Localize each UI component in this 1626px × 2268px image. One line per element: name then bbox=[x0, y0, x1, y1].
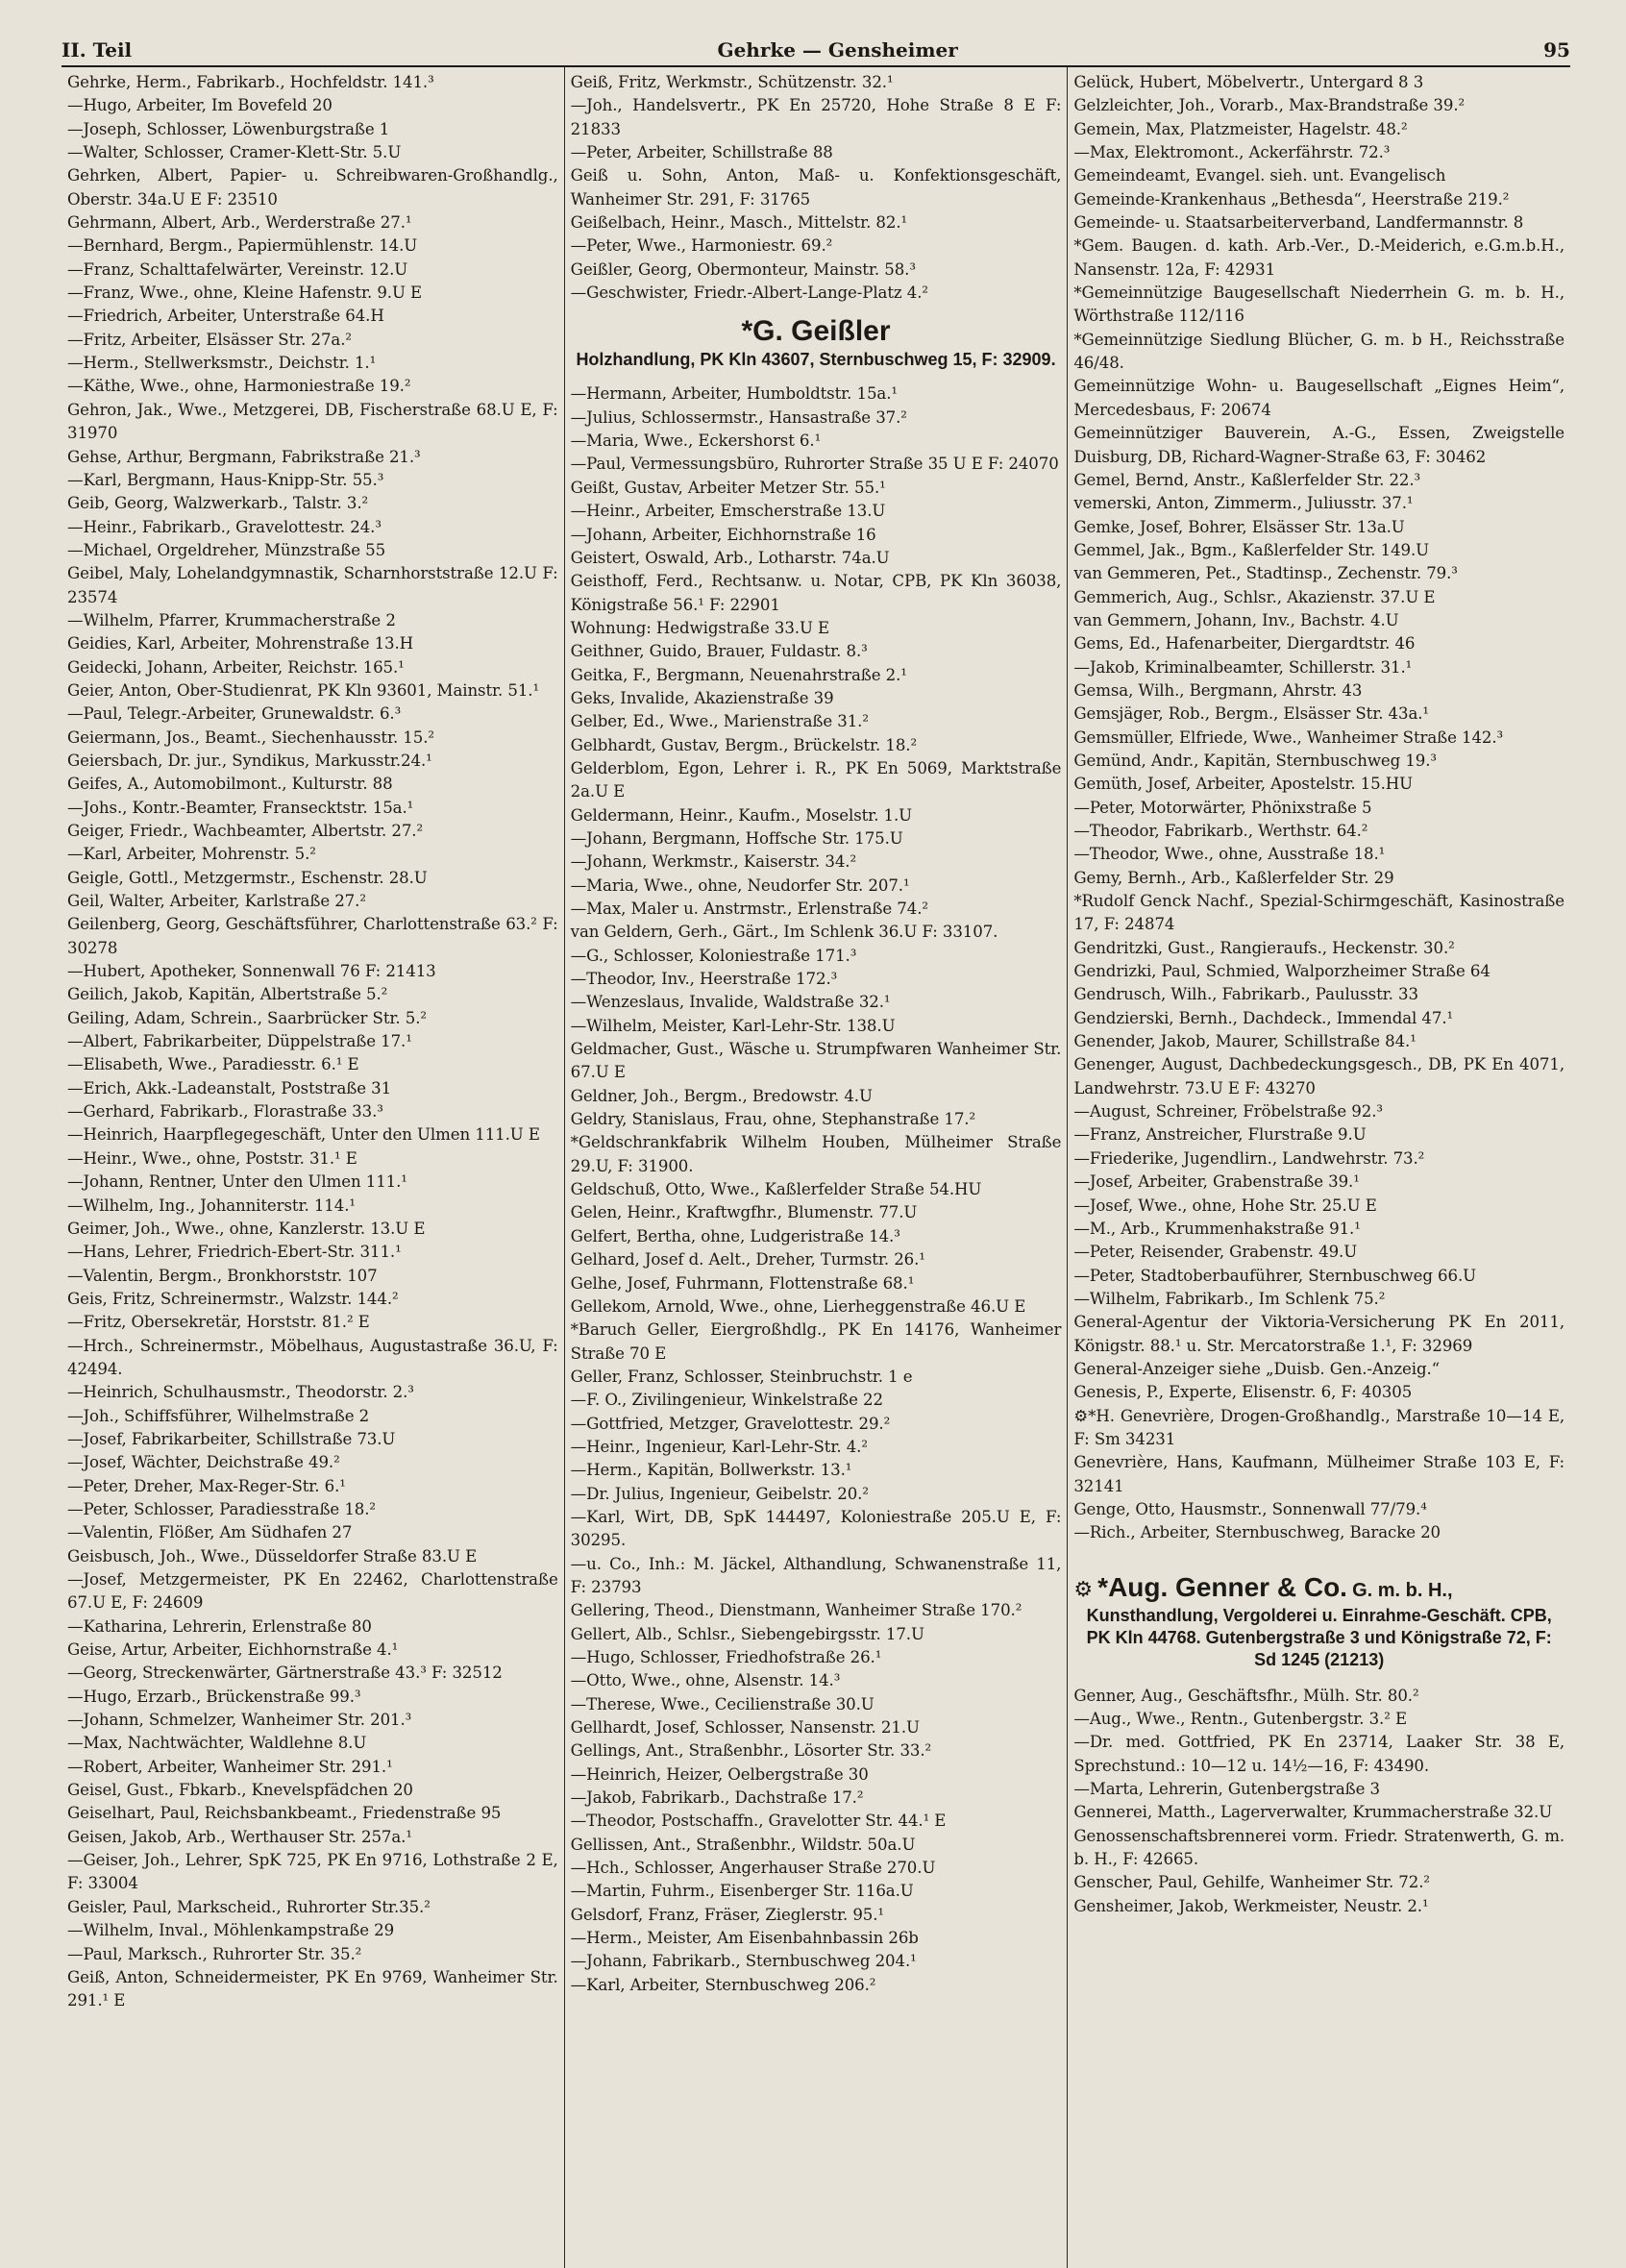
directory-entry: Gehse, Arthur, Bergmann, Fabrikstraße 21.³ bbox=[67, 447, 421, 466]
directory-entry: —Johann, Rentner, Unter den Ulmen 111.¹ bbox=[67, 1172, 407, 1192]
directory-entry: Gehron, Jak., Wwe., Metzgerei, DB, Fischerstraße 68.U E, F: 31970 bbox=[67, 400, 558, 443]
directory-entry: *Baruch Geller, Eiergroßhdlg., PK En 14176, Wanheimer Straße 70 E bbox=[570, 1320, 1062, 1363]
directory-entry: Gemsa, Wilh., Bergmann, Ahrstr. 43 bbox=[1073, 680, 1363, 700]
ad-company-suffix: G. m. b. H., bbox=[1352, 1579, 1453, 1601]
directory-entry: —Geiser, Joh., Lehrer, SpK 725, PK En 9716, Lothstraße 2 E, F: 33004 bbox=[67, 1851, 558, 1893]
directory-entry: —Franz, Anstreicher, Flurstraße 9.U bbox=[1073, 1125, 1367, 1145]
advertisement-genner bbox=[1073, 1570, 1564, 1671]
directory-entry: Gemy, Bernh., Arb., Kaßlerfelder Str. 29 bbox=[1073, 868, 1394, 887]
directory-entry: Gemeinnütziger Bauverein, A.-G., Essen, Zweigstelle Duisburg, DB, Richard-Wagner-Straße 63, F: 30462 bbox=[1073, 424, 1565, 466]
directory-entry: —Otto, Wwe., ohne, Alsenstr. 14.³ bbox=[570, 1671, 841, 1690]
directory-entry: —Dr. Julius, Ingenieur, Geibelstr. 20.² bbox=[570, 1484, 869, 1503]
directory-entry: Genesis, P., Experte, Elisenstr. 6, F: 40305 bbox=[1073, 1383, 1413, 1402]
directory-entry: —Gerhard, Fabrikarb., Florastraße 33.³ bbox=[67, 1102, 383, 1122]
directory-entry: Geißt, Gustav, Arbeiter Metzer Str. 55.¹ bbox=[570, 478, 886, 497]
directory-entry: —Käthe, Wwe., ohne, Harmoniestraße 19.² bbox=[67, 377, 411, 396]
directory-entry: Geimer, Joh., Wwe., ohne, Kanzlerstr. 13.U E bbox=[67, 1219, 426, 1238]
directory-entry: Geißelbach, Heinr., Masch., Mittelstr. 82.¹ bbox=[570, 213, 908, 233]
directory-entry: Gellhardt, Josef, Schlosser, Nansenstr. 21.U bbox=[570, 1718, 920, 1738]
directory-entry: —Paul, Telegr.-Arbeiter, Grunewaldstr. 6.³ bbox=[67, 704, 402, 724]
directory-entry: Geibel, Maly, Lohelandgymnastik, Scharnhorststraße 12.U F: 23574 bbox=[67, 564, 558, 606]
directory-entry: Gendrusch, Wilh., Fabrikarb., Paulusstr. 33 bbox=[1073, 985, 1418, 1004]
directory-entry: *Geldschrankfabrik Wilhelm Houben, Mülheimer Straße 29.U, F: 31900. bbox=[570, 1133, 1062, 1175]
directory-entry: Gensheimer, Jakob, Werkmeister, Neustr. 2.¹ bbox=[1073, 1896, 1429, 1915]
directory-entry: Geiersbach, Dr. jur., Syndikus, Markusstr.24.¹ bbox=[67, 751, 432, 770]
directory-entry: Geil, Walter, Arbeiter, Karlstraße 27.² bbox=[67, 892, 366, 911]
directory-entry: Geiß, Fritz, Werkmstr., Schützenstr. 32.¹ bbox=[570, 73, 894, 91]
directory-entry: Geisler, Paul, Markscheid., Ruhrorter Str.35.² bbox=[67, 1897, 431, 1916]
directory-entry: Geifes, A., Automobilmont., Kulturstr. 88 bbox=[67, 775, 393, 794]
directory-entry: —Heinr., Wwe., ohne, Poststr. 31.¹ E bbox=[67, 1148, 357, 1168]
directory-entry: —Wilhelm, Ing., Johanniterstr. 114.¹ bbox=[67, 1196, 356, 1215]
directory-entry: Geistert, Oswald, Arb., Lotharstr. 74a.U bbox=[570, 548, 890, 567]
directory-entry: Gellekom, Arnold, Wwe., ohne, Lierheggenstraße 46.U E bbox=[570, 1296, 1026, 1316]
directory-entry: Gehrmann, Albert, Arb., Werderstraße 27.¹ bbox=[67, 213, 412, 233]
directory-entry: —Joh., Schiffsführer, Wilhelmstraße 2 bbox=[67, 1406, 370, 1425]
directory-entry: —Theodor, Fabrikarb., Werthstr. 64.² bbox=[1073, 822, 1368, 840]
directory-entry: —Karl, Arbeiter, Sternbuschweg 206.² bbox=[570, 1975, 876, 1994]
column-3 bbox=[1067, 67, 1570, 2268]
column-2 bbox=[564, 67, 1068, 2268]
directory-entry: —Rich., Arbeiter, Sternbuschweg, Baracke 20 bbox=[1073, 1523, 1441, 1542]
ad-company-name: *G. Geißler bbox=[741, 315, 891, 348]
directory-entry: *Gemeinnützige Siedlung Blücher, G. m. b H., Reichsstraße 46/48. bbox=[1073, 330, 1565, 373]
directory-entry: van Gemmern, Johann, Inv., Bachstr. 4.U bbox=[1073, 610, 1399, 629]
directory-entry: Geis, Fritz, Schreinermstr., Walzstr. 144.² bbox=[67, 1289, 399, 1308]
directory-entry: —August, Schreiner, Fröbelstraße 92.³ bbox=[1073, 1102, 1383, 1122]
directory-entry: Gemke, Josef, Bohrer, Elsässer Str. 13a.U bbox=[1073, 517, 1405, 536]
column-3-top-entries bbox=[1073, 71, 1564, 1545]
directory-entry: —Jakob, Fabrikarb., Dachstraße 17.² bbox=[570, 1788, 864, 1808]
directory-entry: Gelbhardt, Gustav, Bergm., Brückelstr. 18.² bbox=[570, 735, 918, 754]
directory-entry: Gelber, Ed., Wwe., Marienstraße 31.² bbox=[570, 712, 869, 731]
ad-company-details: Holzhandlung, PK Kln 43607, Sternbuschweg 15, F: 32909. bbox=[576, 350, 1056, 370]
directory-entry: —Johs., Kontr.-Beamter, Fransecktstr. 15a.¹ bbox=[67, 798, 414, 817]
directory-entry: —Aug., Wwe., Rentn., Gutenbergstr. 3.² E bbox=[1073, 1710, 1407, 1728]
directory-entry: Geithner, Guido, Brauer, Fuldastr. 8.³ bbox=[570, 642, 868, 661]
directory-entry: —Hubert, Apotheker, Sonnenwall 76 F: 21413 bbox=[67, 962, 436, 981]
directory-entry: Gellissen, Ant., Straßenbhr., Wildstr. 50a.U bbox=[570, 1835, 916, 1854]
directory-entry: Genscher, Paul, Gehilfe, Wanheimer Str. 72.² bbox=[1073, 1873, 1430, 1892]
directory-entry: —Friederike, Jugendlirn., Landwehrstr. 73.² bbox=[1073, 1148, 1425, 1168]
directory-entry: Geldner, Joh., Bergm., Bredowstr. 4.U bbox=[570, 1086, 873, 1105]
directory-entry: Gendrizki, Paul, Schmied, Walporzheimer Straße 64 bbox=[1073, 962, 1490, 981]
directory-entry: —F. O., Zivilingenieur, Winkelstraße 22 bbox=[570, 1391, 883, 1410]
directory-entry: Geise, Artur, Arbeiter, Eichhornstraße 4.¹ bbox=[67, 1640, 399, 1660]
directory-entry: General-Anzeiger siehe „Duisb. Gen.-Anzeig.“ bbox=[1073, 1359, 1441, 1378]
directory-entry: Geiß, Anton, Schneidermeister, PK En 9769, Wanheimer Str. 291.¹ E bbox=[67, 1967, 558, 2010]
directory-entry: Geidies, Karl, Arbeiter, Mohrenstraße 13.H bbox=[67, 634, 414, 653]
column-2-bottom-entries bbox=[571, 382, 1062, 1997]
directory-entry: —Gottfried, Metzger, Gravelottestr. 29.² bbox=[570, 1414, 891, 1433]
directory-entry: —Heinr., Arbeiter, Emscherstraße 13.U bbox=[570, 502, 886, 521]
directory-entry: Gelhe, Josef, Fuhrmann, Flottenstraße 68.¹ bbox=[570, 1273, 915, 1293]
directory-entry: —Heinrich, Haarpflegegeschäft, Unter den Ulmen 111.U E bbox=[67, 1125, 540, 1145]
directory-entry: —Georg, Streckenwärter, Gärtnerstraße 43.³ F: 32512 bbox=[67, 1664, 503, 1683]
directory-entry: Geiling, Adam, Schrein., Saarbrücker Str. 5.² bbox=[67, 1008, 427, 1027]
directory-entry: Gemeinde- u. Staatsarbeiterverband, Landfermannstr. 8 bbox=[1073, 213, 1524, 233]
column-2-top-entries bbox=[571, 71, 1062, 305]
directory-entry: —Karl, Wirt, DB, SpK 144497, Koloniestraße 205.U E, F: 30295. bbox=[570, 1507, 1062, 1550]
directory-entry: —Johann, Schmelzer, Wanheimer Str. 201.³ bbox=[67, 1711, 412, 1730]
directory-entry: —Josef, Wächter, Deichstraße 49.² bbox=[67, 1453, 340, 1472]
directory-entry: —Peter, Arbeiter, Schillstraße 88 bbox=[570, 143, 833, 162]
directory-entry: —Max, Nachtwächter, Waldlehne 8.U bbox=[67, 1734, 367, 1753]
directory-entry: —Josef, Fabrikarbeiter, Schillstraße 73.U bbox=[67, 1429, 396, 1448]
directory-entry: *Gemeinnützige Baugesellschaft Niederrhein G. m. b. H., Wörthstraße 112/116 bbox=[1073, 284, 1565, 326]
directory-entry: Gemsjäger, Rob., Bergm., Elsässer Str. 43a.¹ bbox=[1073, 704, 1429, 724]
directory-entry: —Elisabeth, Wwe., Paradiesstr. 6.¹ E bbox=[67, 1055, 359, 1074]
directory-entry: —Geschwister, Friedr.-Albert-Lange-Platz 4.² bbox=[570, 284, 928, 303]
directory-entry: Geldry, Stanislaus, Frau, ohne, Stephanstraße 17.² bbox=[570, 1110, 976, 1129]
directory-entry: —Johann, Bergmann, Hoffsche Str. 175.U bbox=[570, 828, 903, 848]
directory-entry: —Joh., Handelsvertr., PK En 25720, Hohe Straße 8 E F: 21833 bbox=[570, 96, 1062, 138]
advertisement-geissler bbox=[571, 314, 1062, 371]
directory-entry: Gemüth, Josef, Arbeiter, Apostelstr. 15.HU bbox=[1073, 775, 1414, 794]
directory-entry: —Theodor, Inv., Heerstraße 172.³ bbox=[570, 970, 838, 989]
directory-entry: —Josef, Metzgermeister, PK En 22462, Charlottenstraße 67.U E, F: 24609 bbox=[67, 1570, 558, 1613]
directory-entry: Gellert, Alb., Schlsr., Siebengebirgsstr. 17.U bbox=[570, 1624, 924, 1643]
directory-entry: —Peter, Stadtoberbauführer, Sternbuschweg 66.U bbox=[1073, 1266, 1477, 1285]
directory-entry: —G., Schlosser, Koloniestraße 171.³ bbox=[570, 946, 857, 965]
gear-logo-icon: ⚙ bbox=[1073, 1577, 1094, 1602]
directory-entry: —Martin, Fuhrm., Eisenberger Str. 116a.U bbox=[570, 1882, 914, 1901]
directory-entry: Geldmacher, Gust., Wäsche u. Strumpfwaren Wanheimer Str. 67.U E bbox=[570, 1040, 1062, 1082]
directory-entry: Gemein, Max, Platzmeister, Hagelstr. 48.² bbox=[1073, 119, 1408, 138]
directory-entry: —Johann, Fabrikarb., Sternbuschweg 204.¹ bbox=[570, 1952, 917, 1971]
directory-entry: —Wilhelm, Inval., Möhlenkampstraße 29 bbox=[67, 1921, 395, 1940]
page-header bbox=[62, 38, 1570, 63]
directory-entry: —Peter, Schlosser, Paradiesstraße 18.² bbox=[67, 1499, 376, 1518]
ad-company-details: Kunsthandlung, Vergolderei u. Einrahme-Geschäft. CPB, PK Kln 44768. Gutenbergstraße 3 und Königstraße 72, F: Sd 1245 (21213) bbox=[1086, 1605, 1552, 1669]
directory-entry: Geißler, Georg, Obermonteur, Mainstr. 58.³ bbox=[570, 259, 916, 279]
directory-entry: —Hans, Lehrer, Friedrich-Ebert-Str. 311.¹ bbox=[67, 1243, 402, 1262]
directory-entry: Gems, Ed., Hafenarbeiter, Diergardtstr. 46 bbox=[1073, 634, 1416, 653]
directory-entry: —Peter, Wwe., Harmoniestr. 69.² bbox=[570, 236, 833, 256]
directory-entry: Geller, Franz, Schlosser, Steinbruchstr. 1 e bbox=[570, 1367, 913, 1386]
directory-entry: Wohnung: Hedwigstraße 33.U E bbox=[570, 618, 830, 637]
directory-entry: Geilich, Jakob, Kapitän, Albertstraße 5.² bbox=[67, 985, 388, 1004]
directory-entry: —Franz, Wwe., ohne, Kleine Hafenstr. 9.U E bbox=[67, 284, 423, 303]
column-3-bottom-entries bbox=[1073, 1685, 1564, 1918]
directory-entry: Geigle, Gottl., Metzgermstr., Eschenstr. 28.U bbox=[67, 868, 428, 887]
directory-entry: Gemsmüller, Elfriede, Wwe., Wanheimer Straße 142.³ bbox=[1073, 727, 1504, 747]
directory-entry: Geiermann, Jos., Beamt., Siechenhausstr. 15.² bbox=[67, 727, 434, 747]
directory-entry: —Jakob, Kriminalbeamter, Schillerstr. 31.¹ bbox=[1073, 657, 1413, 677]
directory-entry: —Herm., Kapitän, Bollwerkstr. 13.¹ bbox=[570, 1461, 852, 1480]
directory-entry: —M., Arb., Krummenhakstraße 91.¹ bbox=[1073, 1219, 1361, 1238]
directory-entry: —Therese, Wwe., Cecilienstraße 30.U bbox=[570, 1694, 875, 1713]
directory-entry: Gemmel, Jak., Bgm., Kaßlerfelder Str. 149.U bbox=[1073, 540, 1430, 559]
directory-entry: —Hermann, Arbeiter, Humboldtstr. 15a.¹ bbox=[570, 384, 898, 404]
directory-entry: Gellering, Theod., Dienstmann, Wanheimer Straße 170.² bbox=[570, 1601, 1022, 1620]
directory-entry: Geldschuß, Otto, Wwe., Kaßlerfelder Straße 54.HU bbox=[570, 1180, 982, 1199]
directory-entry: vemerski, Anton, Zimmerm., Juliusstr. 37.¹ bbox=[1073, 494, 1414, 513]
directory-entry: —Johann, Arbeiter, Eichhornstraße 16 bbox=[570, 525, 876, 544]
directory-entry: Geiger, Friedr., Wachbeamter, Albertstr. 27.² bbox=[67, 822, 424, 840]
directory-entry: Geisen, Jakob, Arb., Werthauser Str. 257a.¹ bbox=[67, 1827, 412, 1846]
directory-entry: Gelzleichter, Joh., Vorarb., Max-Brandstraße 39.² bbox=[1073, 96, 1466, 115]
directory-entry: —Fritz, Obersekretär, Horststr. 81.² E bbox=[67, 1313, 370, 1332]
directory-entry: —Hch., Schlosser, Angerhauser Straße 270.U bbox=[570, 1859, 936, 1878]
directory-entry: Geib, Georg, Walzwerkarb., Talstr. 3.² bbox=[67, 494, 369, 513]
directory-entry: Gemeinnützige Wohn- u. Baugesellschaft „Eignes Heim“, Mercedesbaus, F: 20674 bbox=[1073, 377, 1565, 419]
directory-entry: Gendzierski, Bernh., Dachdeck., Immendal 47.¹ bbox=[1073, 1008, 1454, 1027]
directory-entry: Geitka, F., Bergmann, Neuenahrstraße 2.¹ bbox=[570, 665, 907, 684]
directory-entry: —Max, Maler u. Anstrmstr., Erlenstraße 74.² bbox=[570, 900, 928, 918]
directory-entry: —u. Co., Inh.: M. Jäckel, Althandlung, Schwanenstraße 11, F: 23793 bbox=[570, 1554, 1062, 1596]
directory-entry: —Wenzeslaus, Invalide, Waldstraße 32.¹ bbox=[570, 993, 891, 1012]
directory-entry: Geisbusch, Joh., Wwe., Düsseldorfer Straße 83.U E bbox=[67, 1546, 478, 1565]
directory-entry: —Marta, Lehrerin, Gutenbergstraße 3 bbox=[1073, 1780, 1380, 1799]
directory-entry: Gelfert, Bertha, ohne, Ludgeristraße 14.³ bbox=[570, 1226, 900, 1245]
directory-entry: —Wilhelm, Pfarrer, Krummacherstraße 2 bbox=[67, 610, 396, 629]
directory-entry: Gehrke, Herm., Fabrikarb., Hochfeldstr. 141.³ bbox=[67, 73, 434, 91]
directory-entry: —Erich, Akk.-Ladeanstalt, Poststraße 31 bbox=[67, 1078, 392, 1097]
directory-entry: —Katharina, Lehrerin, Erlenstraße 80 bbox=[67, 1616, 372, 1636]
directory-entry: Gemmerich, Aug., Schlsr., Akazienstr. 37.U E bbox=[1073, 587, 1436, 606]
directory-entry: Genge, Otto, Hausmstr., Sonnenwall 77/79.⁴ bbox=[1073, 1499, 1427, 1518]
directory-entry: —Dr. med. Gottfried, PK En 23714, Laaker Str. 38 E, Sprechstund.: 10—12 u. 14½—16, F: 43490. bbox=[1073, 1733, 1565, 1775]
directory-entry: Geisthoff, Ferd., Rechtsanw. u. Notar, CPB, PK Kln 36038, Königstraße 56.¹ F: 22901 bbox=[570, 572, 1062, 614]
directory-entry: *Gem. Baugen. d. kath. Arb.-Ver., D.-Meiderich, e.G.m.b.H., Nansenstr. 12a, F: 42931 bbox=[1073, 236, 1565, 279]
directory-entry: Gemünd, Andr., Kapitän, Sternbuschweg 19.³ bbox=[1073, 751, 1437, 770]
directory-entry: Geilenberg, Georg, Geschäftsführer, Charlottenstraße 63.² F: 30278 bbox=[67, 915, 558, 957]
directory-entry: —Paul, Vermessungsbüro, Ruhrorter Straße 35 U E F: 24070 bbox=[570, 455, 1059, 474]
directory-entry: —Heinr., Fabrikarb., Gravelottestr. 24.³ bbox=[67, 517, 382, 536]
directory-entry: —Heinrich, Heizer, Oelbergstraße 30 bbox=[570, 1764, 869, 1784]
directory-entry: —Josef, Arbeiter, Grabenstraße 39.¹ bbox=[1073, 1172, 1360, 1192]
directory-entry: Genossenschaftsbrennerei vorm. Friedr. Stratenwerth, G. m. b. H., F: 42665. bbox=[1073, 1826, 1565, 1869]
directory-entry: —Franz, Schalttafelwärter, Vereinstr. 12.U bbox=[67, 259, 408, 279]
directory-entry: —Valentin, Bergm., Bronkhorststr. 107 bbox=[67, 1266, 378, 1285]
directory-entry: —Michael, Orgeldreher, Münzstraße 55 bbox=[67, 540, 386, 559]
directory-entry: Geier, Anton, Ober-Studienrat, PK Kln 93601, Mainstr. 51.¹ bbox=[67, 680, 540, 700]
directory-entry: —Friedrich, Arbeiter, Unterstraße 64.H bbox=[67, 307, 384, 326]
ad-company-name: *Aug. Genner & Co. bbox=[1097, 1571, 1347, 1602]
directory-entry: —Max, Elektromont., Ackerfährstr. 72.³ bbox=[1073, 143, 1391, 162]
page-title: Gehrke — Gensheimer bbox=[717, 38, 958, 62]
directory-entry: *Rudolf Genck Nachf., Spezial-Schirmgeschäft, Kasinostraße 17, F: 24874 bbox=[1073, 892, 1565, 934]
directory-entry: —Valentin, Flößer, Am Südhafen 27 bbox=[67, 1523, 353, 1542]
directory-entry: Gelhard, Josef d. Aelt., Dreher, Turmstr. 26.¹ bbox=[570, 1250, 925, 1270]
directory-entry: van Geldern, Gerh., Gärt., Im Schlenk 36.U F: 33107. bbox=[570, 923, 998, 942]
directory-entry: —Hrch., Schreinermstr., Möbelhaus, Augustastraße 36.U, F: 42494. bbox=[67, 1336, 558, 1378]
directory-entry: Gelderblom, Egon, Lehrer i. R., PK En 5069, Marktstraße 2a.U E bbox=[570, 758, 1062, 801]
directory-entry: Gehrken, Albert, Papier- u. Schreibwaren-Großhandlg., Oberstr. 34a.U E F: 23510 bbox=[67, 166, 558, 209]
directory-entry: —Wilhelm, Meister, Karl-Lehr-Str. 138.U bbox=[570, 1016, 896, 1035]
directory-entry: Gemeinde-Krankenhaus „Bethesda“, Heerstraße 219.² bbox=[1073, 189, 1510, 209]
directory-entry: Gendritzki, Gust., Rangieraufs., Heckenstr. 30.² bbox=[1073, 938, 1455, 957]
directory-entry: Gelsdorf, Franz, Fräser, Zieglerstr. 95.¹ bbox=[570, 1905, 884, 1924]
directory-entry: van Gemmeren, Pet., Stadtinsp., Zechenstr. 79.³ bbox=[1073, 564, 1458, 583]
directory-entry: —Peter, Dreher, Max-Reger-Str. 6.¹ bbox=[67, 1476, 346, 1495]
directory-entry: —Paul, Marksch., Ruhrorter Str. 35.² bbox=[67, 1944, 362, 1963]
directory-entry: —Josef, Wwe., ohne, Hohe Str. 25.U E bbox=[1073, 1196, 1377, 1215]
directory-entry: —Maria, Wwe., ohne, Neudorfer Str. 207.¹ bbox=[570, 875, 910, 895]
directory-entry: —Joseph, Schlosser, Löwenburgstraße 1 bbox=[67, 119, 390, 138]
directory-entry: —Heinrich, Schulhausmstr., Theodorstr. 2.³ bbox=[67, 1383, 414, 1402]
directory-entry: Genender, Jakob, Maurer, Schillstraße 84.¹ bbox=[1073, 1032, 1417, 1051]
directory-entry: Gemeindeamt, Evangel. sieh. unt. Evangelisch bbox=[1073, 166, 1446, 185]
directory-entry: Geiselhart, Paul, Reichsbankbeamt., Friedenstraße 95 bbox=[67, 1804, 502, 1823]
section-label: II. Teil bbox=[62, 38, 133, 62]
directory-entry: —Wilhelm, Fabrikarb., Im Schlenk 75.² bbox=[1073, 1289, 1386, 1308]
directory-entry: Geisel, Gust., Fbkarb., Knevelspfädchen 20 bbox=[67, 1781, 413, 1800]
directory-entry: —Johann, Werkmstr., Kaiserstr. 34.² bbox=[570, 852, 857, 872]
directory-entry: —Bernhard, Bergm., Papiermühlenstr. 14.U bbox=[67, 236, 418, 256]
directory-entry: —Julius, Schlossermstr., Hansastraße 37.² bbox=[570, 407, 907, 427]
directory-entry: —Herm., Meister, Am Eisenbahnbassin 26b bbox=[570, 1929, 919, 1948]
page-number: 95 bbox=[1543, 38, 1570, 62]
directory-entry: —Heinr., Ingenieur, Karl-Lehr-Str. 4.² bbox=[570, 1437, 868, 1456]
directory-entry: —Karl, Arbeiter, Mohrenstr. 5.² bbox=[67, 845, 316, 864]
columns bbox=[62, 67, 1570, 2268]
directory-entry: Gennerei, Matth., Lagerverwalter, Krummacherstraße 32.U bbox=[1073, 1803, 1553, 1822]
directory-entry: Gemel, Bernd, Anstr., Kaßlerfelder Str. 22.³ bbox=[1073, 470, 1421, 489]
directory-entry: Geiß u. Sohn, Anton, Maß- u. Konfektionsgeschäft, Wanheimer Str. 291, F: 31765 bbox=[570, 166, 1062, 209]
directory-entry: ⚙*H. Genevrière, Drogen-Großhandlg., Marstraße 10—14 E, F: Sm 34231 bbox=[1073, 1406, 1565, 1448]
directory-entry: —Peter, Reisender, Grabenstr. 49.U bbox=[1073, 1243, 1358, 1262]
directory-entry: —Hugo, Erzarb., Brückenstraße 99.³ bbox=[67, 1687, 361, 1706]
directory-entry: —Herm., Stellwerksmstr., Deichstr. 1.¹ bbox=[67, 354, 377, 373]
directory-entry: —Albert, Fabrikarbeiter, Düppelstraße 17.¹ bbox=[67, 1032, 412, 1051]
directory-entry: —Hugo, Schlosser, Friedhofstraße 26.¹ bbox=[570, 1648, 882, 1666]
directory-entry: Gelen, Heinr., Kraftwgfhr., Blumenstr. 77.U bbox=[570, 1203, 918, 1222]
directory-entry: Genner, Aug., Geschäftsfhr., Mülh. Str. 80.² bbox=[1073, 1686, 1419, 1705]
directory-entry: —Theodor, Postschaffn., Gravelotter Str. 44.¹ E bbox=[570, 1812, 947, 1831]
directory-entry: —Hugo, Arbeiter, Im Bovefeld 20 bbox=[67, 96, 333, 115]
column-1 bbox=[62, 67, 564, 2268]
directory-entry: —Walter, Schlosser, Cramer-Klett-Str. 5.U bbox=[67, 143, 402, 162]
directory-entry: Genenger, August, Dachbedeckungsgesch., DB, PK En 4071, Landwehrstr. 73.U E F: 43270 bbox=[1073, 1055, 1565, 1097]
directory-entry: —Robert, Arbeiter, Wanheimer Str. 291.¹ bbox=[67, 1757, 393, 1776]
directory-entry: Gellings, Ant., Straßenbhr., Lösorter Str. 33.² bbox=[570, 1741, 932, 1761]
directory-entry: General-Agentur der Viktoria-Versicherung PK En 2011, Königstr. 88.¹ u. Str. Mercatorstraße 1.¹, F: 32969 bbox=[1073, 1313, 1565, 1355]
directory-entry: Gelück, Hubert, Möbelvertr., Untergard 8 3 bbox=[1073, 73, 1424, 91]
directory-entry: —Fritz, Arbeiter, Elsässer Str. 27a.² bbox=[67, 330, 352, 349]
directory-entry: —Peter, Motorwärter, Phönixstraße 5 bbox=[1073, 798, 1372, 817]
directory-entry: —Theodor, Wwe., ohne, Ausstraße 18.¹ bbox=[1073, 845, 1386, 864]
directory-entry: Genevrière, Hans, Kaufmann, Mülheimer Straße 103 E, F: 32141 bbox=[1073, 1453, 1565, 1495]
directory-entry: —Maria, Wwe., Eckershorst 6.¹ bbox=[570, 431, 822, 451]
directory-entry: Geldermann, Heinr., Kaufm., Moselstr. 1.U bbox=[570, 805, 913, 825]
directory-entry: Geks, Invalide, Akazienstraße 39 bbox=[570, 688, 834, 707]
directory-entry: —Karl, Bergmann, Haus-Knipp-Str. 55.³ bbox=[67, 470, 384, 489]
directory-entry: Geidecki, Johann, Arbeiter, Reichstr. 165.¹ bbox=[67, 657, 405, 677]
